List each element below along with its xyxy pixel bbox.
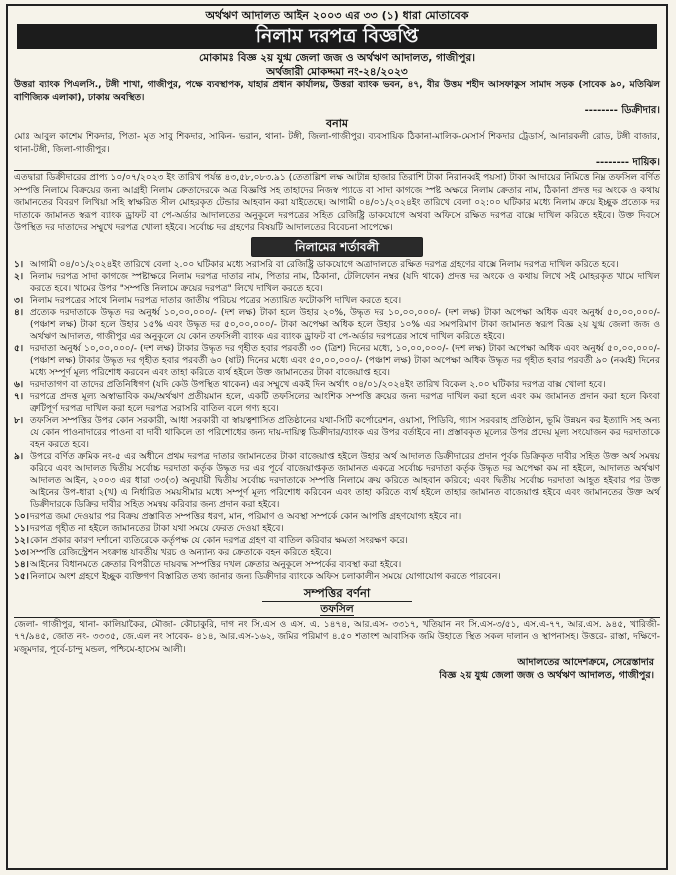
term-item — [14, 343, 660, 379]
term-number: ৫। — [14, 343, 24, 354]
term-number: ১৪। — [14, 559, 29, 570]
divider — [14, 617, 660, 618]
term-item — [14, 535, 660, 547]
term-number: ৮। — [14, 415, 24, 426]
defendant-text: মোঃ আবুল কাশেম শিকদার, পিতা- মৃত সাবু শিকদার, সাকিন- ভরান, থানা- টঙ্গী, জিলা-গাজীপুর। ব্যবসায়িক ঠিকানা-মালিক-মেসার্স শিকদার ট্রেডার্স, আনারকলী রোড, টঙ্গী বাজার, থানা-টঙ্গী, জিলা-গাজীপুর। — [14, 132, 660, 155]
term-item — [14, 259, 660, 271]
term-number: ১২। — [14, 535, 29, 546]
property-heading: সম্পত্তির বর্ণনা — [262, 586, 412, 602]
term-text: দরপত্রে প্রদত্ত মূল্য অস্বাভাবিক কম/অর্থঋণ প্রতীয়মান হলে, একটি তফসিলের আংশিক সম্পত্তি ক্রয়ের জন্য দরপত্র দাখিল করা হলে এবং কম জামানত প্রদান করা হলে কিংবা ত্রুটিপূর্ণ দরপত্র দাখিল করা হলে দরপত্র সরাসরি বাতিল বলে গণ্য হবে। — [30, 391, 660, 414]
term-number: ১১। — [14, 523, 29, 534]
property-description: জেলা- গাজীপুর, থানা- কালিয়াকৈর, মৌজা- কৌচাকুরি, দাগ নং সি.এস ও এস. এ. ১৪৭৪, আর.এস- ৩৩১৭, খতিয়ান নং সি.এস-৩/৫১, এস.এ-৭৭, আর.এস. ৯৪৫, খারিজী- ৭৭/৯৪৫, জোত নং- ৩৩৩৫, জে.এল নং সাবেক- ৪১৪, আর.এস-১৬২, জমির পরিমাণ ৪.৫০ শতাংশ আবাসিক জমি উহাতে স্থিত সকল দালান ও স্থাপনাসহ। উত্তরে- রাস্তা, দক্ষিণে- মজুমদার, পূর্বে-চান্দু মন্ডল, পশ্চিমে-হাসেম আলী। — [14, 619, 660, 655]
case-number-text: অর্থজারী মোকদ্দমা নং-২৪/২০২৩ — [266, 66, 408, 78]
term-number: ৯। — [14, 451, 24, 462]
term-text: নিলামে অংশ গ্রহণে ইচ্ছুক ব্যক্তিগণ বিস্তারিত তথ্য জানার জন্য ডিক্রীদার ব্যাংকে অফিস চলাকালীন সময়ে যোগাযোগ করতে পারবেন। — [30, 571, 501, 582]
term-item — [14, 295, 660, 307]
term-number: ৪। — [14, 307, 24, 318]
term-text: তফসিল সম্পত্তির উপর কোন সরকারী, আধা সরকারী বা স্বায়ত্বশাসিত প্রতিষ্ঠানের যথা-সিটি কর্পোরেশন, ওয়াসা, পিডিবি, গ্যাস সরবরাহ প্রতিষ্ঠান, ভূমি উন্নয়ন কর ইত্যাদি সহ অন্য যে কোন পাওনাদারের পাওনা বা দাবী থাকিলে তা পরিশোধের জন্য দায়-দায়িত্ব ডিক্রীদার/ব্যাংক এর উপর বর্তাইবে না। প্রস্তাবকৃত মূল্যের উপর প্রদেয় মূল্য সংযোজন কর দরদাতাকে বহন করতে হবে। — [30, 415, 660, 450]
term-item — [14, 523, 660, 535]
term-text: আগামী ০৪/০১/২০২৪ইং তারিখে বেলা ২.০০ ঘটিকার মধ্যে সরাসরি বা রেজিষ্ট্রি ডাকযোগে অত্রাদালতে রক্ষিত দরপত্র গ্রহণের বাক্সে নিলাম দরপত্র দাখিল করিতে হবে। — [30, 259, 619, 270]
term-item — [14, 379, 660, 391]
term-item — [14, 559, 660, 571]
term-text: নিলাম দরপত্র সাদা কাগজে স্পষ্টাক্ষরে নিলাম দরপত্র দাতার নাম, পিতার নাম, ঠিকানা, টেলিফোন নম্বর (যদি থাকে) প্রদত্ত দর অংকে ও কথায় লিখে সই মোহরকৃত খামে দাখিল করতে হবে। খামের উপর "সম্পত্তি নিলামে ক্রয়ের দরপত্র" লিখে দাখিল করতে হবে। — [30, 271, 660, 294]
terms-heading: নিলামের শর্তাবলী — [251, 237, 423, 257]
divider — [14, 170, 660, 171]
term-text: দরপত্র জমা দেওয়ার পর বিক্রয় প্রস্তাবিত সম্পত্তির ধরণ, মান, পরিমাণ ও অবস্থা সম্পর্কে কোন আপত্তি গ্রহণযোগ্য হইবে না। — [30, 511, 462, 522]
intro-paragraph: এতদ্বারা ডিক্রীদারের প্রাপ্য ১০/০৭/২০২৩ ইং তারিখ পর্যন্ত ৪৩,৫৮,০৮৩.৯১ (তেতাল্লিশ লক্ষ আটান্ন হাজার তিরাশি টাকা নিরানব্বই পয়সা) টাকা আদায়ের নিমিত্তে নিম্ন তফসিল বর্ণিত সম্পত্তি নিলামে বিক্রয়ের জন্য আগ্রহী নিলাম ক্রেতাদেরকে অত্র বিজ্ঞপ্তি সহ তাহাদের নিজস্ব প্যাডে বা সাদা কাগজে স্পষ্ট অক্ষরে নিলাম ক্রেতার নাম, ঠিকানা প্রদত্ত দর অংকে ও কথায় জামানতের বিবরণ লিখিয়া সহি স্বাক্ষরিত সীল মোহরকৃত টেন্ডার আহবান করা যাইতেছে। আগামী ০৪/০১/২০২৪ইং তারিখে বেলা ০২:০০ ঘটিকার মধ্যে নিলাম ক্রয়ে ইচ্ছুক প্রত্যেক দর দাতাকে জামানত স্বরূপ ব্যাংক ড্রাফট বা পে-অর্ডার আদালতের অনুকূলে দরপত্রের সহিত রেজিষ্ট্রি ডাকযোগে অথবা অফিসে রক্ষিত দরপত্র বাক্সে দাখিল করিতে হইবে। উক্ত দিবসে উপস্থিত দর দাতাদের সম্মুখে দরপত্র খোলা হইবে। সর্বোচ্চ দর গ্রহণের বিষয়টি আদালতের বিবেচনা সাপেক্ষে। — [14, 173, 660, 233]
term-text: নিলাম দরপত্রের সাথে নিলাম দরপত্র দাতার জাতীয় পরিচয় পত্রের সত্যায়িত ফটোকপি দাখিল করতে হবে। — [30, 295, 402, 306]
defendant-role: -------- দায়িক। — [595, 157, 660, 168]
order-line: আদালতের আদেশক্রমে, সেরেস্তাদার — [517, 657, 654, 668]
term-item — [14, 391, 660, 415]
term-number: ১৫। — [14, 571, 29, 582]
plaintiff-role: -------- ডিক্রীদার। — [584, 105, 660, 116]
term-number: ৩। — [14, 295, 24, 306]
terms-list — [14, 259, 660, 583]
term-item — [14, 451, 660, 511]
case-number — [14, 65, 660, 79]
schedule-heading-text: তফসিল — [320, 602, 354, 615]
notice-page — [6, 4, 668, 870]
versus-label: বনাম — [326, 117, 348, 130]
term-text: প্রত্যেক দরদাতাকে উদ্ধৃত দর অনুর্ধ্ব ১০,০০,০০০/- (দশ লক্ষ) টাকা হলে উহার ২০%, উদ্ধৃত দর ১০,০০,০০০/- (দশ লক্ষ) টাকা অপেক্ষা অধিক এবং অনুর্ধ্ব ৫০,০০,০০০/- (পঞ্চাশ লক্ষ) টাকা হলে উহার ১৫% এবং উদ্ধৃত দর ৫০,০০,০০০/- টাকা অপেক্ষা অধিক হলে উহার ১০% এর সমপরিমাণ টাকা জামানত স্বরূপ বিজ্ঞ ২য় যুগ্ম জেলা জজ ও অর্থঋণ আদালত, গাজীপুর এর অনুকূলে যে কোন তফসিলী ব্যাংক এর ব্যাংক ড্রাফট বা পে-অর্ডার দরপত্রের সাথে দাখিল করিতে হইবে। — [30, 307, 660, 342]
notice-title: নিলাম দরপত্র বিজ্ঞপ্তি — [17, 24, 657, 49]
term-text: সম্পত্তি রেজিস্ট্রেশন সংক্রান্ত যাবতীয় খরচ ও অন্যান্য কর ক্রেতাকে বহন করিতে হইবে। — [30, 547, 332, 558]
court-signature: বিজ্ঞ ২য় যুগ্ম জেলা জজ ও অর্থঋণ আদালত, গাজীপুর। — [439, 670, 654, 681]
term-text: কোন প্রকার কারণ দর্শানো ব্যতিরেকে কর্তৃপক্ষ যে কোন দরপত্র গ্রহণ বা বাতিল করিবার ক্ষমতা সংরক্ষণ করে। — [30, 535, 408, 546]
term-item — [14, 271, 660, 295]
term-item — [14, 571, 660, 583]
term-text: দরপত্র গৃহীত না হইলে জামানতের টাকা যথা সময়ে ফেরত দেওয়া হইবে। — [30, 523, 284, 534]
term-number: ১। — [14, 259, 24, 270]
term-text: দরদাতাগণ বা তাদের প্রতিনিধিগণ (যদি কেউ উপস্থিত থাকেন) এর সম্মুখে একই দিন অর্থাৎ ০৪/০১/২০২৪ইং তারিখ বিকেল ২.০০ ঘটিকার দরপত্র বাক্স খোলা হবে। — [30, 379, 606, 390]
term-text: দরদাতা অনুর্ধ্ব ১০,০০,০০০/- (দশ লক্ষ) টাকার উদ্ধৃত দর গৃহীত হবার পরবর্তী ৩০ (ত্রিশ) দিনের মধ্যে, ১০,০০,০০০/- (দশ লক্ষ) টাকা অপেক্ষা অধিক এবং অনুর্ধ্ব ৫০,০০,০০০/- (পঞ্চাশ লক্ষ) টাকার উদ্ধৃত দর গৃহীত হবার পরবর্তী ৬০ (ষাট) দিনের মধ্যে এবং ৫০,০০,০০০/- (পঞ্চাশ লক্ষ) টাকা অপেক্ষা অধিক উদ্ধৃত দর গৃহীত হবার পরবর্তী ৯০ (নব্বই) দিনের মধ্যে সম্পূর্ণ মূল্য পরিশোধ করবেন এবং তাহা করিতে ব্যর্থ হইলে উক্ত জামানতের টাকা বাজেয়াপ্ত হবে। — [30, 343, 660, 378]
term-text: উপরে বর্ণিত ক্রমিক নং-৫ এর অধীনে প্রথম দরপত্র দাতার জামানতের টাকা বাজেয়াপ্ত হইলে উহার অর্থ আদালত ডিক্রীদারের প্রদান পূর্বক ডিক্রিকৃত দাবীর সহিত উক্ত অর্থ সমন্বয় করিবে এবং আদালত দ্বিতীয় সর্বোচ্চ দরদাতা কর্তৃক উদ্ধৃত দর এর পূর্বে বাজেয়াপ্তকৃত জামানত একত্রে সর্বোচ্চ দরদাতা কর্তৃক উদ্ধৃত দর অপেক্ষা কম না হইলে, আদালত অর্থঋণ আদালত আইন, ২০০৩ এর ধারা ৩৩(৩) অনুযায়ী দ্বিতীয় সর্বোচ্চ দরদাতাকে সম্পত্তি নিলামে ক্রয় করিতে আহবান করিবে; এবং দ্বিতীয় সর্বোচ্চ দরদাতা আহূত হইবার পর উক্ত আইনের উপ-ধারা ২(খ) এ নির্ধারিত সময়সীমার মধ্যে সম্পূর্ণ মূল্য পরিশোধ করিবেন এবং তাহা করিতে ব্যর্থ হইলে তাহার জামানত বাজেয়াপ্ত হইবে এবং জামানতের উক্ত অর্থ ডিক্রীদারকে ডিক্রির দাবীর সহিত সমন্বয় করিবার জন্য প্রদান করা হইবে। — [30, 451, 660, 510]
term-item — [14, 415, 660, 451]
court-name: মোকামঃ বিজ্ঞ ২য় যুগ্ম জেলা জজ ও অর্থঋণ আদালত, গাজীপুর। — [199, 52, 475, 64]
term-text: আইনের বিধানমতে ক্রেতার বিপরীতে দায়বদ্ধ সম্পত্তির দখল ক্রেতার অনুকূলে সম্পর্কের ব্যবস্থা করা হইবে। — [30, 559, 402, 570]
law-reference: অর্থঋণ আদালত আইন ২০০৩ এর ৩৩ (১) ধারা মোতাবেক — [205, 9, 469, 22]
term-number: ১৩। — [14, 547, 29, 558]
plaintiff-text: উত্তরা ব্যাংক পিএলসি., টঙ্গী শাখা, গাজীপুর, পক্ষে ব্যবস্থাপক, যাহার প্রধান কার্যালয়, উত্তরা ব্যাংক ভবন, ৪৭, বীর উত্তম শহীদ আসফাকুস সামাদ সড়ক (সাবেক ৯০, মতিঝিল বাণিজ্যিক এলাকা), ঢাকায় অবস্থিত। — [14, 80, 660, 103]
schedule-heading — [14, 602, 660, 616]
term-number: ২। — [14, 271, 24, 282]
term-number: ৭। — [14, 391, 24, 402]
term-number: ৬। — [14, 379, 24, 390]
term-number: ১০। — [14, 511, 29, 522]
term-item — [14, 511, 660, 523]
term-item — [14, 307, 660, 343]
term-item — [14, 547, 660, 559]
